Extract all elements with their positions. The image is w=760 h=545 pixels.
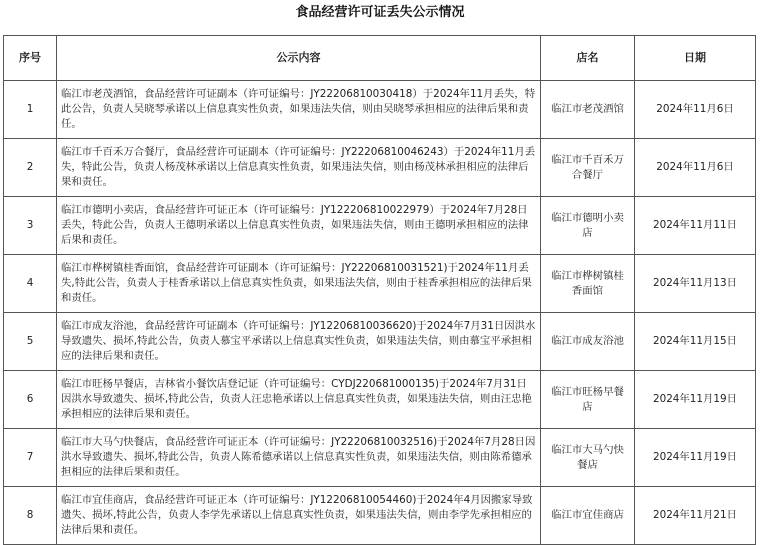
row-number: 7	[4, 429, 57, 487]
notice-date: 2024年11月15日	[635, 313, 756, 371]
column-header-shop: 店名	[541, 36, 635, 81]
column-header-content: 公示内容	[57, 36, 541, 81]
notice-date: 2024年11月13日	[635, 255, 756, 313]
shop-name: 临江市老茂酒馆	[541, 81, 635, 139]
notice-content: 临江市桦树镇桂香面馆，食品经营许可证副本（许可证编号：JY22206810031521)于2024年11月丢失,特此公告，负责人于桂香承诺以上信息真实性负责，如果违法失信，则由于桂香承担相应的法律后果和责任。	[57, 255, 541, 313]
notice-date: 2024年11月21日	[635, 487, 756, 545]
row-number: 4	[4, 255, 57, 313]
table-row	[4, 429, 756, 487]
table-row	[4, 371, 756, 429]
shop-name: 临江市宜佳商店	[541, 487, 635, 545]
shop-name: 临江市大马勺快餐店	[541, 429, 635, 487]
table-row	[4, 197, 756, 255]
notice-date: 2024年11月6日	[635, 139, 756, 197]
shop-name: 临江市千百禾万合餐厅	[541, 139, 635, 197]
notice-content: 临江市大马勺快餐店，食品经营许可证正本（许可证编号：JY22206810032516)于2024年7月28日因洪水导致遗失、损坏,特此公告，负责人陈希德承诺以上信息真实性负责，如果违法失信，则由陈希德承担相应的法律后果和责任。	[57, 429, 541, 487]
row-number: 3	[4, 197, 57, 255]
row-number: 2	[4, 139, 57, 197]
notice-table	[3, 35, 756, 545]
column-header-date: 日期	[635, 36, 756, 81]
notice-date: 2024年11月6日	[635, 81, 756, 139]
notice-content: 临江市老茂酒馆，食品经营许可证副本（许可证编号：JY22206810030418）于2024年11月丢失，特此公告，负责人吴晓琴承诺以上信息真实性负责，如果违法失信，则由吴晓琴承担相应的法律后果和责任。	[57, 81, 541, 139]
notice-date: 2024年11月19日	[635, 429, 756, 487]
shop-name: 临江市旺杨早餐店	[541, 371, 635, 429]
shop-name: 临江市成友浴池	[541, 313, 635, 371]
notice-date: 2024年11月19日	[635, 371, 756, 429]
table-row	[4, 313, 756, 371]
shop-name: 临江市桦树镇桂香面馆	[541, 255, 635, 313]
table-row	[4, 255, 756, 313]
notice-content: 临江市宜佳商店，食品经营许可证正本（许可证编号：JY12206810054460)于2024年4月因搬家导致遗失、损坏,特此公告，负责人李学先承诺以上信息真实性负责，如果违法失信，则由李学先承担相应的法律后果和责任。	[57, 487, 541, 545]
row-number: 5	[4, 313, 57, 371]
row-number: 8	[4, 487, 57, 545]
notice-date: 2024年11月11日	[635, 197, 756, 255]
notice-content: 临江市旺杨早餐店，吉林省小餐饮店登记证（许可证编号：CYDJ220681000135)于2024年7月31日因洪水导致遗失、损坏,特此公告，负责人汪忠艳承诺以上信息真实性负责，如果违法失信，则由汪忠艳承担相应的法律后果和责任。	[57, 371, 541, 429]
notice-content: 临江市德明小卖店，食品经营许可证正本（许可证编号：JY122206810022979）于2024年7月28日丢失，特此公告，负责人王德明承诺以上信息真实性负责，如果违法失信，则由王德明承担相应的法律后果和责任。	[57, 197, 541, 255]
table-row	[4, 139, 756, 197]
page-title: 食品经营许可证丢失公示情况	[295, 5, 465, 20]
row-number: 1	[4, 81, 57, 139]
row-number: 6	[4, 371, 57, 429]
notice-content: 临江市成友浴池，食品经营许可证副本（许可证编号：JY12206810036620)于2024年7月31日因洪水导致遗失、损坏,特此公告，负责人慕宝平承诺以上信息真实性负责，如果违法失信，则由慕宝平承担相应的法律后果和责任。	[57, 313, 541, 371]
table-row	[4, 487, 756, 545]
shop-name: 临江市德明小卖店	[541, 197, 635, 255]
column-header-no: 序号	[4, 36, 57, 81]
notice-content: 临江市千百禾万合餐厅，食品经营许可证副本（许可证编号：JY22206810046243）于2024年11月丢失，特此公告，负责人杨茂林承诺以上信息真实性负责，如果违法失信，则由杨茂林承担相应的法律后果和责任。	[57, 139, 541, 197]
table-row	[4, 81, 756, 139]
table-header-row	[4, 36, 756, 81]
